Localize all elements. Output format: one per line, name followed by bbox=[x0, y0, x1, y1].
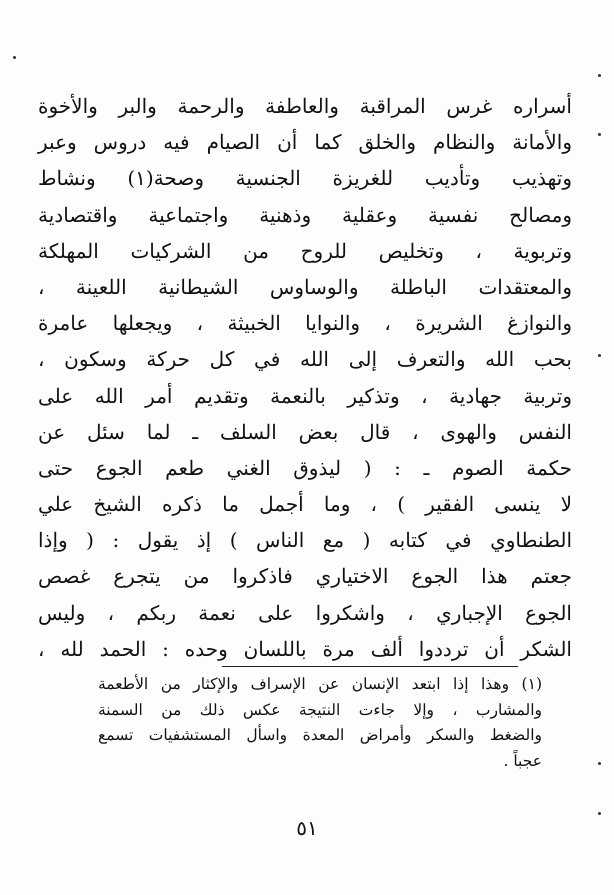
body-text bbox=[38, 88, 572, 667]
body-line: والأمانة والنظام والخلق كما أن الصيام فيه دروس وعبر bbox=[38, 130, 572, 155]
page-number: ٥١ bbox=[296, 816, 318, 840]
footnote-separator bbox=[222, 666, 518, 667]
footnote-line: عجباً . bbox=[503, 751, 542, 770]
margin-dot bbox=[598, 762, 601, 765]
body-line: وتربية جهادية ، وتذكير بالنعمة وتقديم أمر الله على bbox=[38, 383, 572, 408]
footnote-line: والمشارب ، وإلا جاءت النتيجة عكس ذلك من السمنة bbox=[98, 700, 542, 719]
body-line: وتربوية ، وتخليص للروح من الشركيات المهلكة bbox=[38, 238, 572, 263]
body-line: لا ينسى الفقير ) ، وما أجمل ما ذكره الشيخ علي bbox=[38, 492, 572, 517]
body-line: ومصالح نفسية وعقلية وذهنية واجتماعية واقتصادية bbox=[38, 202, 572, 227]
footnote-line: (١) وهذا إذا ابتعد الإنسان عن الإسراف والإكثار من الأطعمة bbox=[98, 675, 542, 693]
body-line: جعتم هذا الجوع الاختياري فاذكروا من يتجرع غصص bbox=[38, 564, 572, 589]
footnote bbox=[98, 672, 542, 774]
body-line: وتهذيب وتأديب للغريزة الجنسية وصحة(١) ونشاط bbox=[38, 166, 572, 191]
margin-dot bbox=[598, 133, 601, 136]
body-line: أسراره غرس المراقبة والعاطفة والرحمة والبر والأخوة bbox=[38, 94, 572, 118]
footnote-line: والضغط والسكر وأمراض المعدة واسأل المستشفيات تسمع bbox=[98, 726, 542, 744]
margin-dot bbox=[598, 812, 601, 815]
body-line: والمعتقدات الباطلة والوساوس الشيطانية اللعينة ، bbox=[38, 274, 572, 299]
margin-dot bbox=[13, 56, 16, 59]
body-line: بحب الله والتعرف إلى الله في كل حركة وسكون ، bbox=[38, 347, 572, 372]
body-line: الطنطاوي في كتابه ( مع الناس ) إذ يقول : ( وإذا bbox=[38, 528, 572, 553]
margin-dot bbox=[598, 74, 601, 77]
body-line: والنوازغ الشريرة ، والنوايا الخبيثة ، ويجعلها عامرة bbox=[38, 311, 572, 336]
margin-dot bbox=[598, 354, 601, 357]
body-line: الشكر أن ترددوا ألف مرة باللسان وحده : الحمد لله ، bbox=[38, 636, 572, 661]
body-line: حكمة الصوم ـ : ( ليذوق الغني طعم الجوع حتى bbox=[38, 455, 572, 480]
body-line: الجوع الإجباري ، واشكروا على نعمة ربكم ، وليس bbox=[38, 600, 572, 625]
body-line: النفس والهوى ، قال بعض السلف ـ لما سئل عن bbox=[38, 419, 572, 444]
